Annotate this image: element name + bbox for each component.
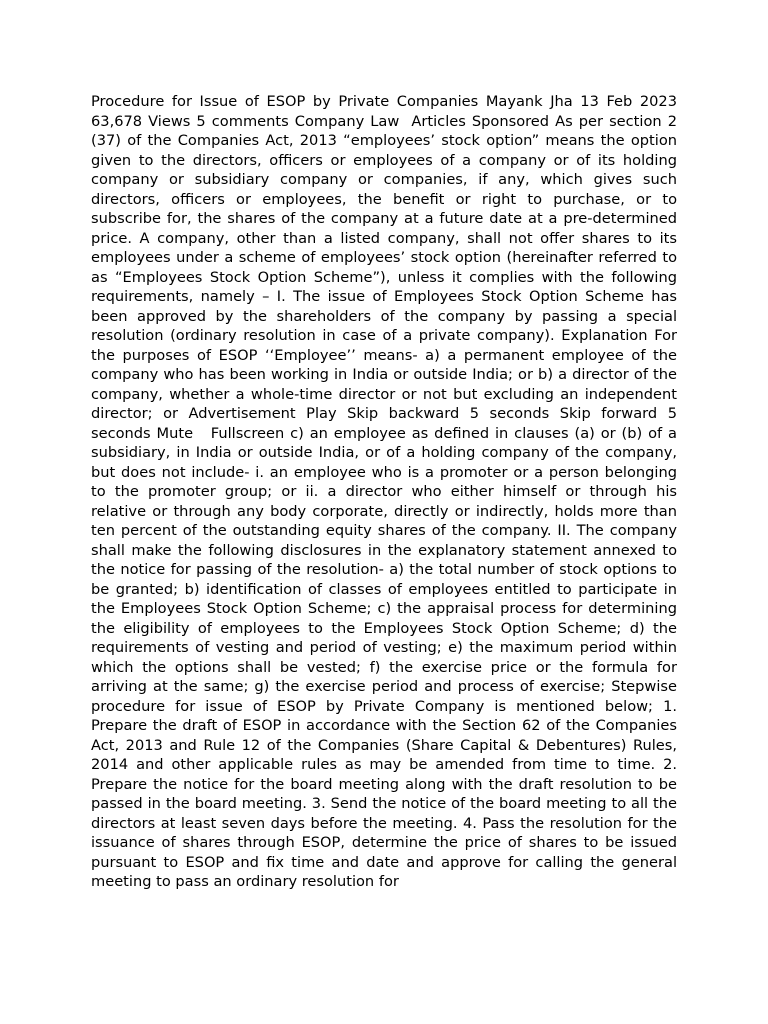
article-body-text: Procedure for Issue of ESOP by Private Companies Mayank Jha 13 Feb 2023 63,678 Views 5 comments Company Law Articles Sponsored As per section 2 (37) of the Companies Act, 2013 “employees’ stock option” means the option given to the directors, officers or employees of a company or of its holding company or subsidiary company or companies, if any, which gives such directors, officers or employees, the benefit or right to purchase, or to subscribe for, the shares of the company at a future date at a pre-determined price. A company, other than a listed company, shall not offer shares to its employees under a scheme of employees’ stock option (hereinafter referred to as “Employees Stock Option Scheme”), unless it complies with the following requirements, namely – I. The issue of Employees Stock Option Scheme has been approved by the shareholders of the company by passing a special resolution (ordinary resolution in case of a private company). Explanation For the purposes of ESOP ‘‘Employee’’ means- a) a permanent employee of the company who has been working in India or outside India; or b) a director of the company, whether a whole-time director or not but excluding an independent director; or Advertisement Play Skip backward 5 seconds Skip forward 5 seconds Mute Fullscreen c) an employee as defined in clauses (a) or (b) of a subsidiary, in India or outside India, or of a holding company of the company, but does not include- i. an employee who is a promoter or a person belonging to the promoter group; or ii. a director who either himself or through his relative or through any body corporate, directly or indirectly, holds more than ten percent of the outstanding equity shares of the company. II. The company shall make the following disclosures in the explanatory statement annexed to the notice for passing of the resolution- a) the total number of stock options to be granted; b) identification of classes of employees entitled to participate in the Employees Stock Option Scheme; c) the appraisal process for determining the eligibility of employees to the Employees Stock Option Scheme; d) the requirements of vesting and period of vesting; e) the maximum period within which the options shall be vested; f) the exercise price or the formula for arriving at the same; g) the exercise period and process of exercise; Stepwise procedure for issue of ESOP by Private Company is mentioned below; 1. Prepare the draft of ESOP in accordance with the Section 62 of the Companies Act, 2013 and Rule 12 of the Companies (Share Capital & Debentures) Rules, 2014 and other applicable rules as may be amended from time to time. 2. Prepare the notice for the board meeting along with the draft resolution to be passed in the board meeting. 3. Send the notice of the board meeting to all the directors at least seven days before the meeting. 4. Pass the resolution for the issuance of shares through ESOP, determine the price of shares to be issued pursuant to ESOP and fix time and date and approve for calling the general meeting to pass an ordinary resolution for <box>91 93 682 890</box>
document-page <box>91 92 682 892</box>
